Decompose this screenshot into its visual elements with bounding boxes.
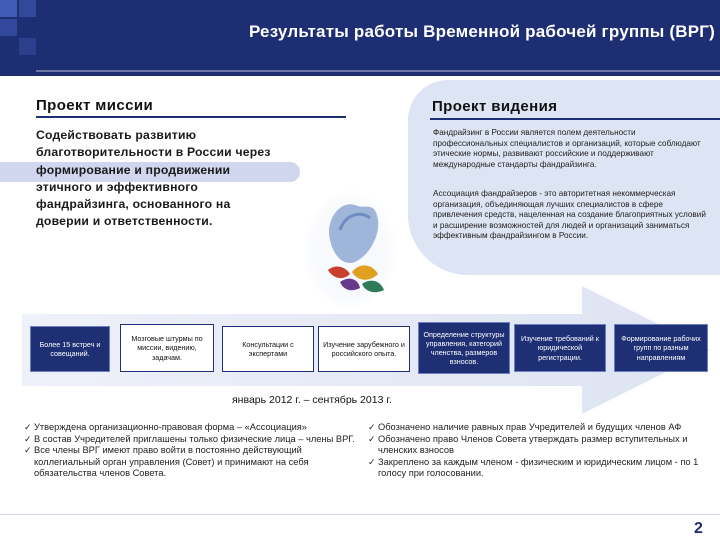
list-item: ✓ Утверждена организационно-правовая форма – «Ассоциация» [24, 422, 360, 434]
page-title: Результаты работы Временной рабочей группы (ВРГ) [248, 22, 715, 41]
timeline-step-5: Определение структуры управления, категорий членства, размеров взносов. [418, 322, 510, 374]
timeline-step-3: Консультации с экспертами [222, 326, 314, 372]
vision-paragraph-1: Фандрайзинг в России является полем деятельности профессиональных специалистов и организаций, которые соблюдают этические нормы, развивают российские и поддерживают международные стандарты фандрайзинга. [433, 128, 701, 169]
mission-text: Содействовать развитию благотворительности в России через формирование и продвижении этичного и эффективного фандрайзинга, основанного на доверии и ответственности. [36, 128, 271, 229]
results-left-list [24, 422, 360, 480]
list-item: ✓ Закреплено за каждым членом - физическим и юридическим лицом - по 1 голосу при голосовании. [368, 457, 708, 480]
header-divider [36, 70, 720, 72]
mission-title: Проект миссии [36, 97, 154, 114]
timeline-dates: январь 2012 г. – сентябрь 2013 г. [232, 394, 392, 406]
page-number: 2 [694, 520, 703, 537]
vision-underline [430, 118, 720, 120]
footer-divider [0, 514, 720, 515]
mission-underline [36, 116, 346, 118]
header-bar [0, 0, 720, 76]
timeline-step-4: Изучение зарубежного и российского опыта. [318, 326, 410, 372]
timeline-step-7: Формирование рабочих групп по разным направлениям [614, 324, 708, 372]
timeline-step-1: Более 15 встреч и совещаний. [30, 326, 110, 372]
list-item: ✓ Все члены ВРГ имеют право войти в постоянно действующий коллегиальный орган управления (Совет) и принимают на себя обязательства членов Совета. [24, 445, 360, 480]
vision-title: Проект видения [432, 98, 558, 115]
vision-paragraph-2: Ассоциация фандрайзеров - это авторитетная некоммерческая организация, объединяющая лучших специалистов в сфере привлечения средств, нацеленная на создание благоприятных условий и расширение возможностей для людей и организаций заниматься эффективным фандрайзингом в России. [433, 189, 706, 241]
timeline-step-6: Изучение требований к юридической регистрации. [514, 324, 606, 372]
list-item: ✓ Обозначено право Членов Совета утверждать размер вступительных и членских взносов [368, 434, 708, 457]
header-decoration [0, 0, 36, 76]
list-item: ✓ Обозначено наличие равных прав Учредителей и будущих членов АФ [368, 422, 708, 434]
results-right-list [368, 422, 708, 480]
timeline-step-2: Мозговые штурмы по миссии, видению, задачам. [120, 324, 214, 372]
list-item: ✓ В состав Учредителей приглашены только физические лица – члены ВРГ. [24, 434, 360, 446]
